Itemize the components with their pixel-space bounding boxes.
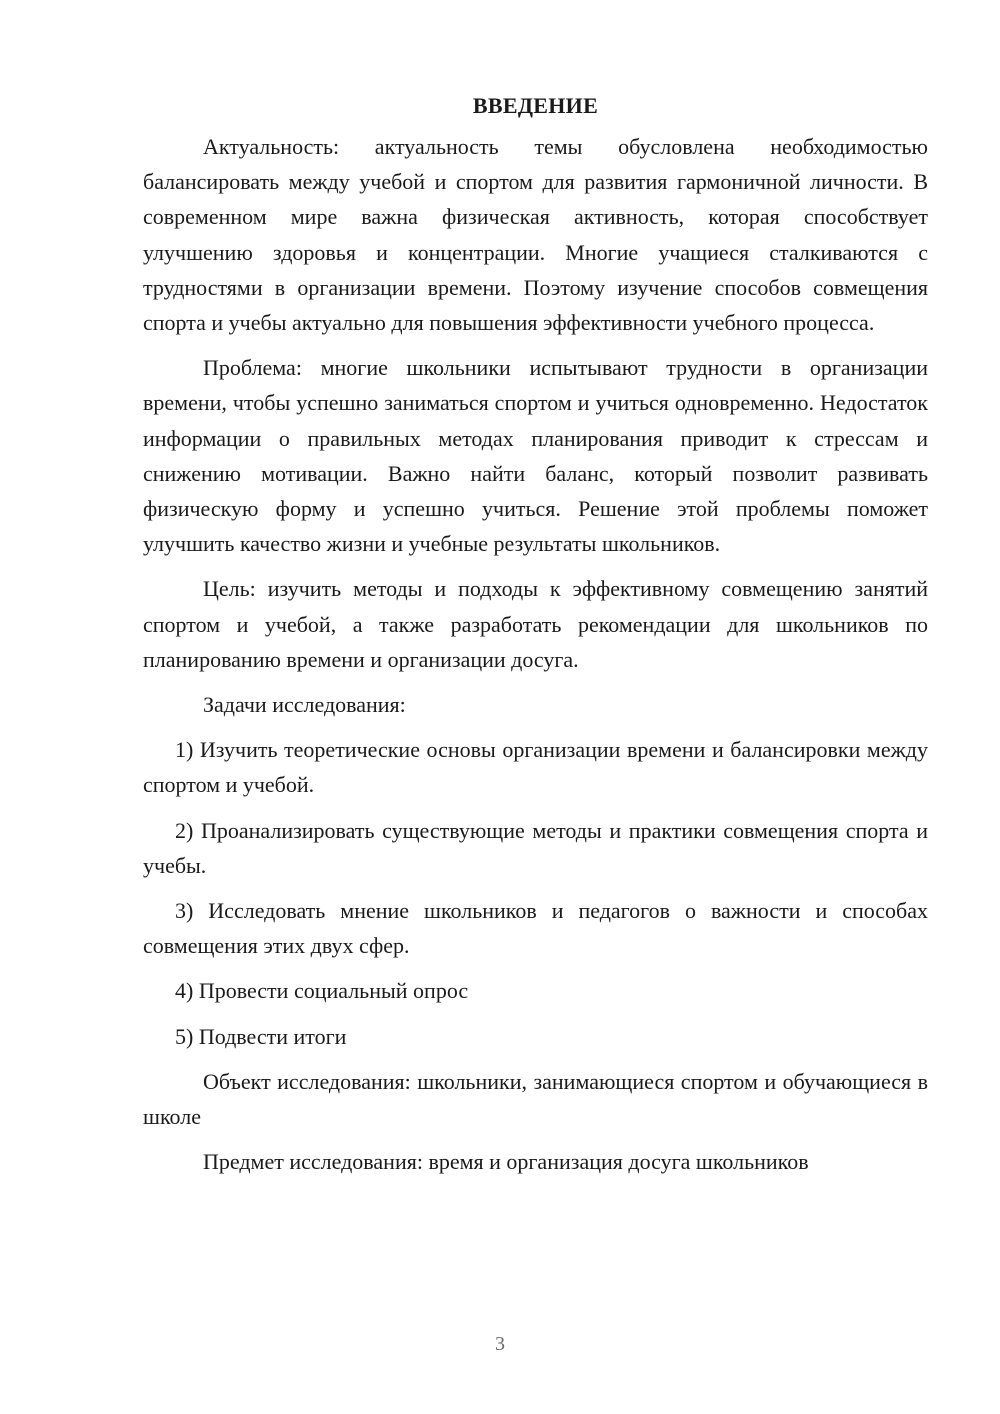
task-item-4: 4) Провести социальный опрос xyxy=(175,978,469,1004)
task-item-3: 3) Исследовать мнение школьников и педагогов о важности и способах совмещения этих двух сфер. xyxy=(143,898,928,959)
task-item-2: 2) Проанализировать существующие методы и практики совмещения спорта и учебы. xyxy=(143,817,928,878)
section-heading: ВВЕДЕНИЕ xyxy=(472,93,599,118)
tasks-list xyxy=(143,732,928,1054)
problem-paragraph: Проблема: многие школьники испытывают трудности в организации времени, чтобы успешно заниматься спортом и учиться одновременно. Недостаток информации о правильных методах планирования приводит к стрессам и снижению мотивации. Важно найти баланс, который позволит развивать физическую форму и успешно учиться. Решение этой проблемы поможет улучшить качество жизни и учебные результаты школьников. xyxy=(143,355,928,557)
object-paragraph: Объект исследования: школьники, занимающиеся спортом и обучающиеся в школе xyxy=(143,1068,928,1130)
tasks-intro: Задачи исследования: xyxy=(203,692,406,718)
task-item-1: 1) Изучить теоретические основы организации времени и балансировки между спортом и учебой. xyxy=(143,737,928,798)
subject-paragraph: Предмет исследования: время и организация досуга школьников xyxy=(203,1149,809,1175)
task-item-5: 5) Подвести итоги xyxy=(175,1023,347,1049)
document-page xyxy=(143,88,928,1189)
relevance-paragraph: Актуальность: актуальность темы обусловлена необходимостью балансировать между учебой и спортом для развития гармоничной личности. В современном мире важна физическая активность, которая способствует улучшению здоровья и концентрации. Многие учащиеся сталкиваются с трудностями в организации времени. Поэтому изучение способов совмещения спорта и учебы актуально для повышения эффективности учебного процесса. xyxy=(143,134,928,336)
page-number: 3 xyxy=(495,1333,505,1355)
goal-paragraph: Цель: изучить методы и подходы к эффективному совмещению занятий спортом и учебой, а также разработать рекомендации для школьников по планированию времени и организации досуга. xyxy=(143,576,928,672)
